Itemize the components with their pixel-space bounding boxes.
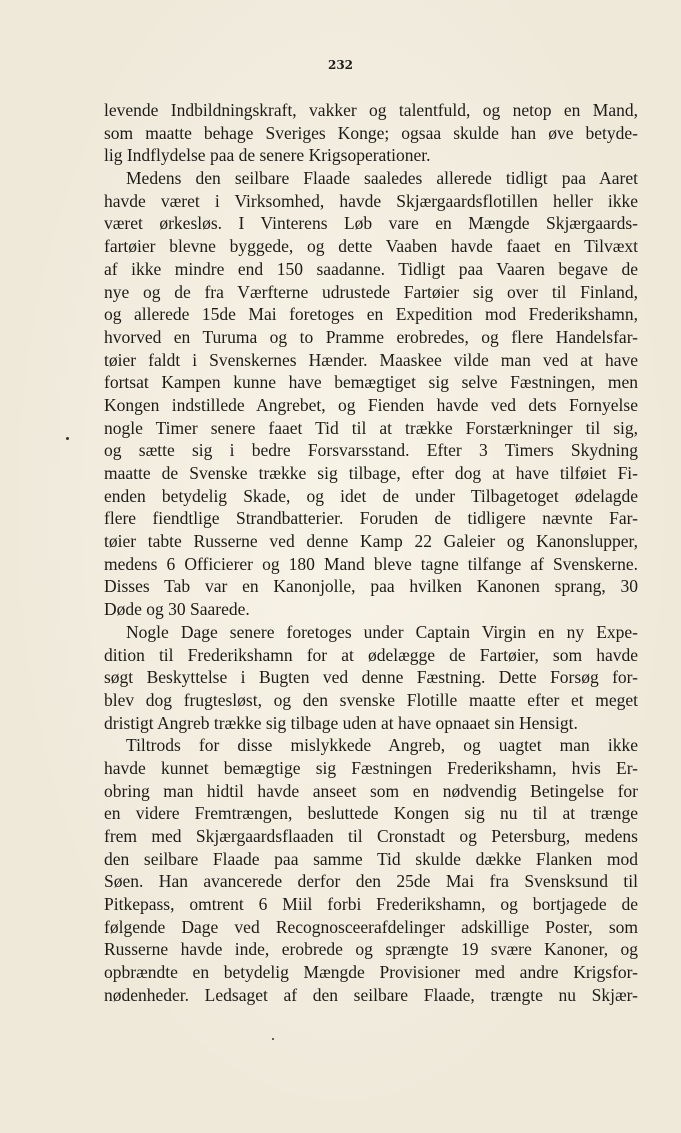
text-line: Medens den seilbare Flaade saaledes allerede tidligt paa Aaret [126,168,638,189]
text-line: været ørkesløs. I Vinterens Løb vare en Mængde Skjærgaards- [104,213,638,234]
print-speck [272,1038,274,1040]
text-line: Kongen indstillede Angrebet, og Fienden havde ved dets Fornyelse [104,394,638,415]
text-line: enden betydelig Skade, og idet de under Tilbagetoget ødelagde [104,485,638,506]
text-line: fartøier blevne byggede, og dette Vaaben havde faaet en Tilvæxt [104,236,638,257]
text-line: den seilbare Flaade paa samme Tid skulde dække Flanken mod [104,848,638,869]
text-line: Søen. Han avancerede derfor den 25de Mai fra Svensksund til [104,871,638,892]
text-line: dristigt Angreb trække sig tilbage uden at have opnaaet sin Hensigt. [104,712,578,733]
text-line: havde været i Virksomhed, havde Skjærgaardsflotillen heller ikke [104,190,638,211]
body-text [104,99,638,1007]
text-line: følgende Dage ved Recognosceerafdelinger adskillige Poster, som [104,916,638,937]
text-line: nogle Timer senere faaet Tid til at trække Forstærkninger til sig, [104,417,638,438]
text-line: Russerne havde inde, erobrede og sprængte 19 svære Kanoner, og [104,939,638,960]
text-line: fortsat Kampen kunne have bemægtiget sig selve Fæstningen, men [104,372,638,393]
text-line: nødenheder. Ledsaget af den seilbare Flaade, trængte nu Skjær- [104,984,638,1005]
text-line: levende Indbildningskraft, vakker og talentfuld, og netop en Mand, [104,100,638,120]
text-line: flere fiendtlige Strandbatterier. Foruden de tidligere nævnte Far- [104,508,638,529]
text-line: maatte de Svenske trække sig tilbage, efter dog at have tilføiet Fi- [104,463,638,483]
text-line: Disses Tab var en Kanonjolle, paa hvilken Kanonen sprang, 30 [104,576,638,597]
text-line: opbrændte en betydelig Mængde Provisioner med andre Krigsfor- [104,962,638,983]
text-line: tøier tabte Russerne ved denne Kamp 22 Galeier og Kanonslupper, [104,531,638,552]
text-line: Nogle Dage senere foretoges under Captain Virgin en ny Expe- [126,621,638,642]
text-line: søgt Beskyttelse i Bugten ved denne Fæstning. Dette Forsøg for- [104,667,638,688]
text-line: Pitkepass, omtrent 6 Miil forbi Frederikshamn, og bortjagede de [104,894,638,915]
text-line: havde kunnet bemægtige sig Fæstningen Frederikshamn, hvis Er- [104,757,638,778]
text-line: tøier faldt i Svenskernes Hænder. Maaskee vilde man ved at have [104,349,638,370]
text-line: blev dog frugtesløst, og den svenske Flotille maatte efter et meget [104,689,638,710]
text-line: og allerede 15de Mai foretoges en Expedition mod Frederikshamn, [104,304,638,325]
text-line: en videre Fremtrængen, besluttede Kongen sig nu til at trænge [104,803,638,824]
text-line: nye og de fra Værfterne udrustede Fartøier sig over til Finland, [104,281,638,302]
text-line: hvorved en Turuma og to Pramme erobredes, og flere Handelsfar- [104,326,638,347]
text-line: lig Indflydelse paa de senere Krigsoperationer. [104,145,431,166]
page-number: 232 [327,58,354,72]
text-line: Døde og 30 Saarede. [104,599,250,620]
text-line: som maatte behage Sveriges Konge; ogsaa skulde han øve betyde- [104,122,638,143]
text-line: og sætte sig i bedre Forsvarsstand. Efter 3 Timers Skydning [104,440,638,461]
text-line: af ikke mindre end 150 saadanne. Tidligt paa Vaaren begave de [104,258,638,279]
text-line: dition til Frederikshamn for at ødelægge de Fartøier, som havde [104,644,638,665]
text-line: obring man hidtil havde anseet som en nødvendig Betingelse for [104,780,638,801]
text-line: frem med Skjærgaardsflaaden til Cronstadt og Petersburg, medens [104,826,638,846]
text-line: medens 6 Officierer og 180 Mand bleve tagne tilfange af Svenskerne. [104,553,638,574]
print-speck [66,437,69,440]
text-line: Tiltrods for disse mislykkede Angreb, og uagtet man ikke [126,735,638,756]
